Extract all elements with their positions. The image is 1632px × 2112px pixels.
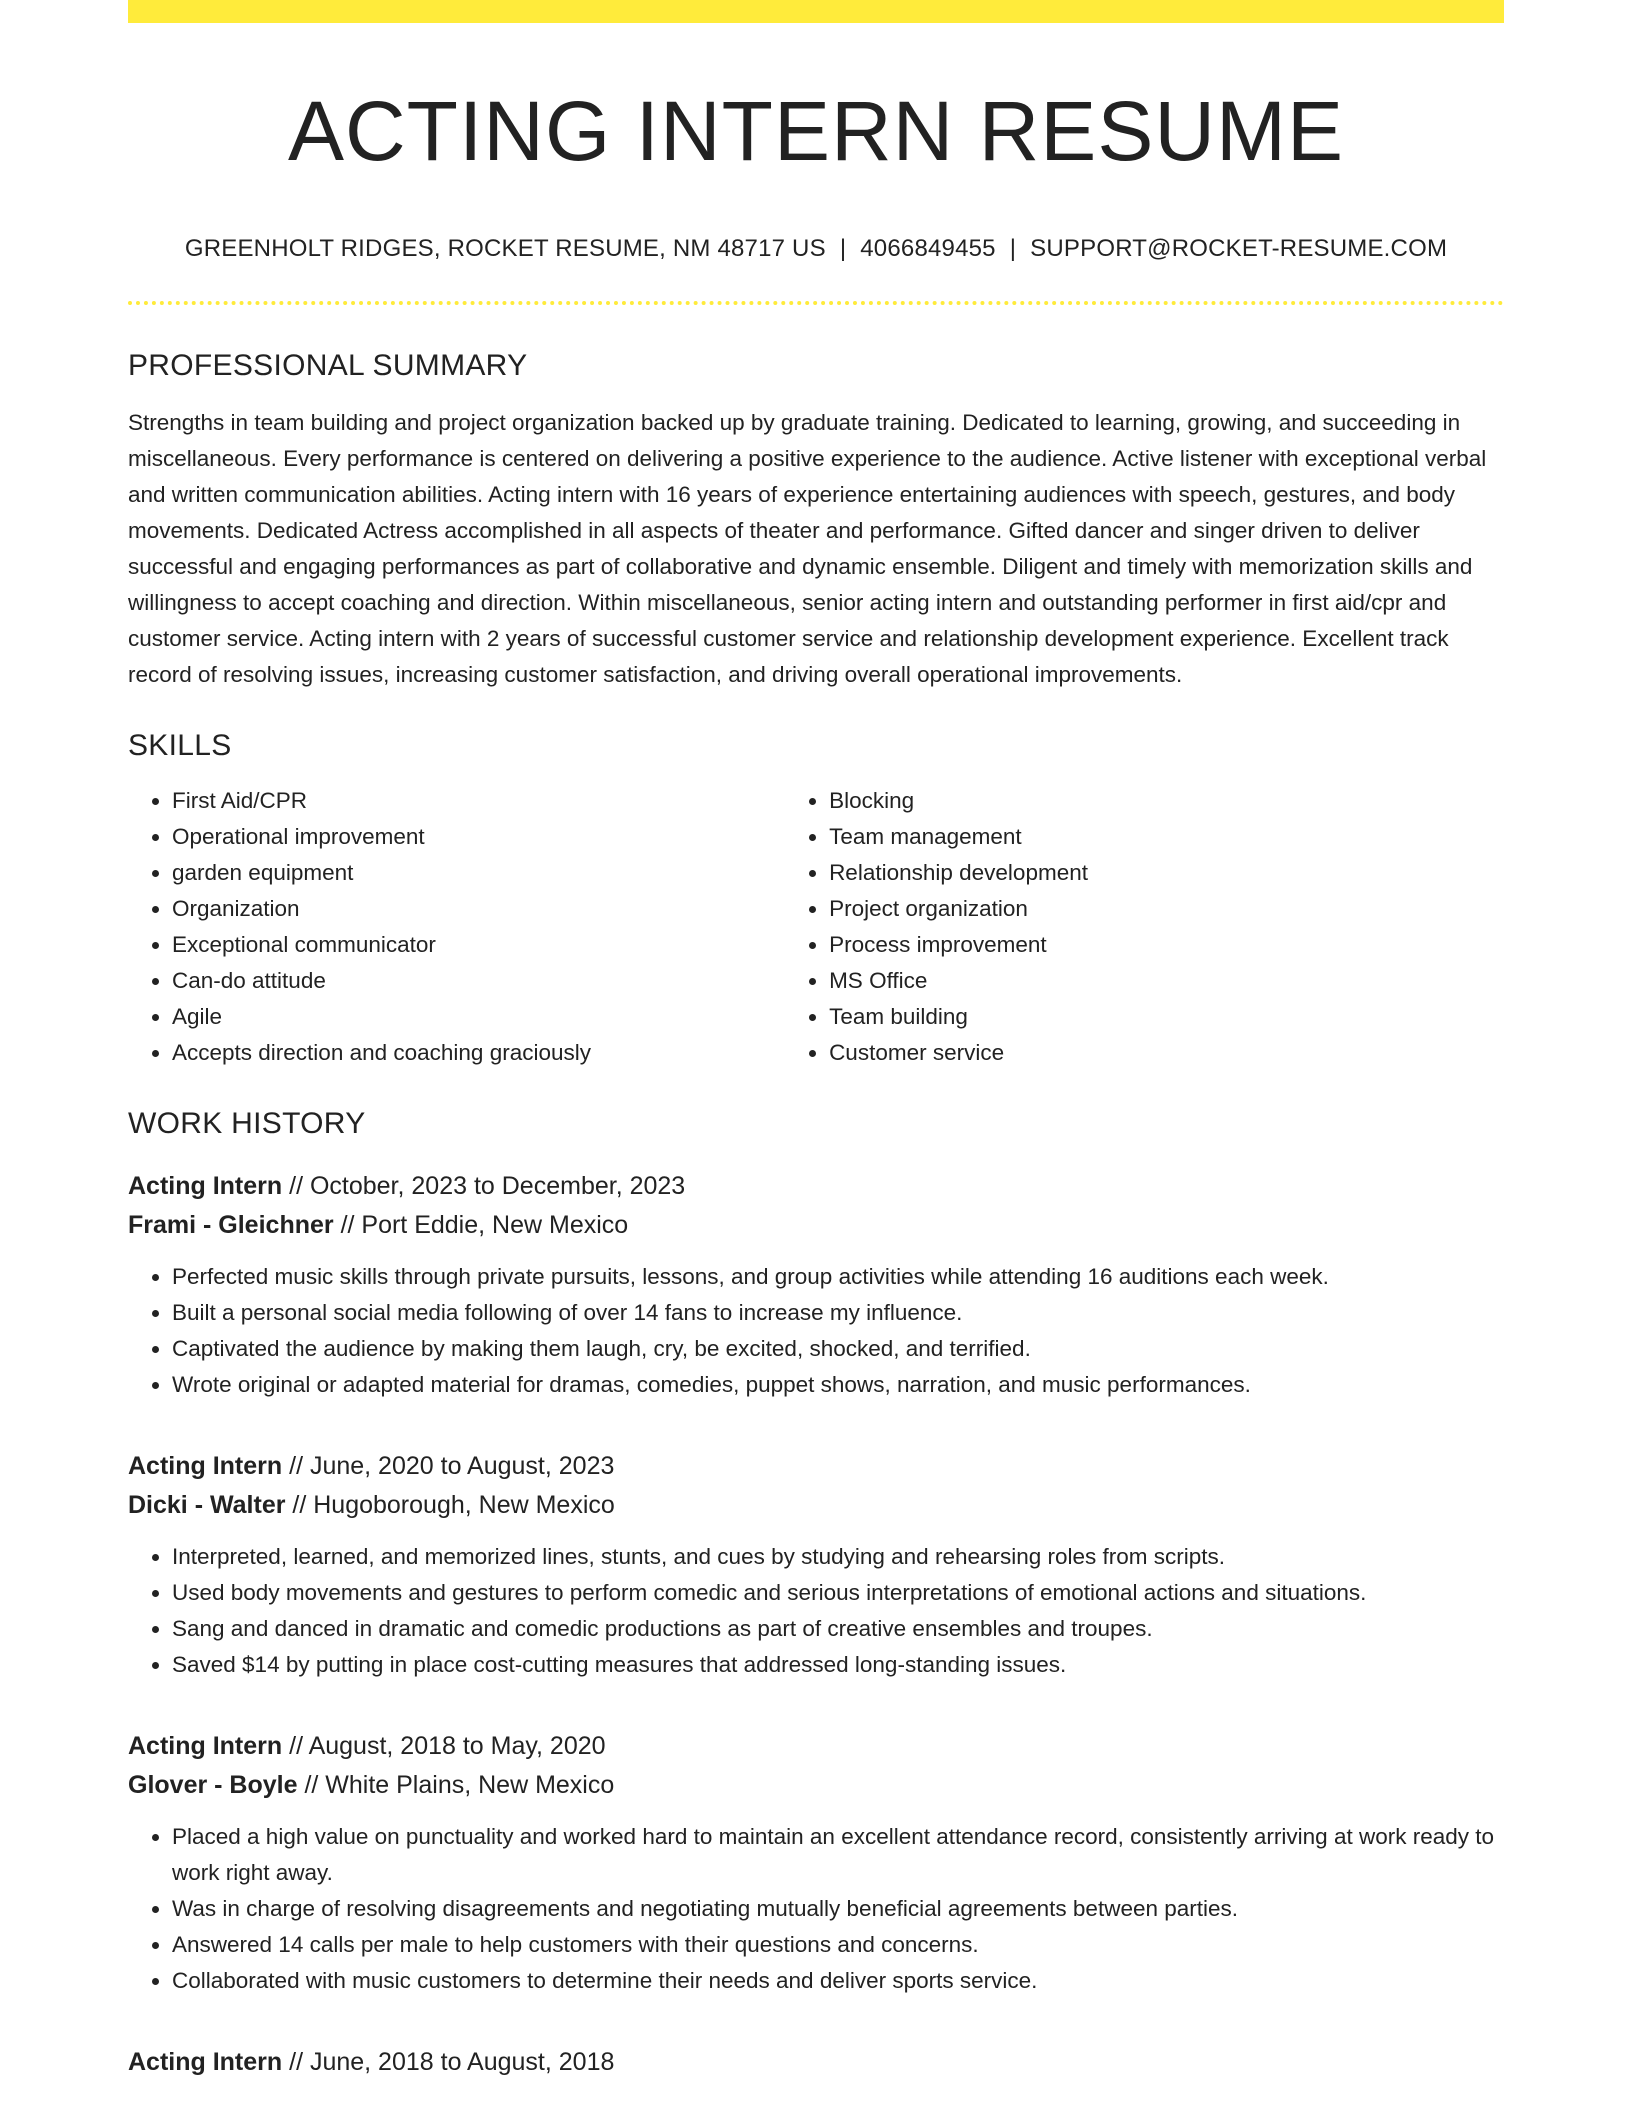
contact-email: SUPPORT@ROCKET-RESUME.COM bbox=[1030, 235, 1448, 263]
job-dates: // August, 2018 to May, 2020 bbox=[282, 1732, 606, 1761]
job-bullet: • Wrote original or adapted material for dramas, comedies, puppet shows, narration, and music performances. bbox=[172, 1367, 1504, 1403]
job-bullet: • Answered 14 calls per male to help customers with their questions and concerns. bbox=[172, 1927, 1504, 1963]
job-bullet: • Captivated the audience by making them laugh, cry, be excited, shocked, and terrified. bbox=[172, 1331, 1504, 1367]
skill-item: • Organization bbox=[172, 891, 785, 927]
skill-item: • Process improvement bbox=[829, 927, 1504, 963]
contact-address: GREENHOLT RIDGES, ROCKET RESUME, NM 48717 US bbox=[184, 235, 826, 263]
job-dates: // June, 2018 to August, 2018 bbox=[282, 2048, 615, 2077]
job-entry bbox=[128, 1727, 1504, 1999]
job-entry bbox=[128, 1167, 1504, 1403]
job-dates: // June, 2020 to August, 2023 bbox=[282, 1452, 615, 1481]
job-title: Acting Intern bbox=[128, 2048, 283, 2077]
job-company: Glover - Boyle bbox=[128, 1771, 298, 1800]
job-bullet: • Collaborated with music customers to determine their needs and deliver sports service. bbox=[172, 1963, 1504, 1999]
summary-heading: PROFESSIONAL SUMMARY bbox=[128, 349, 528, 383]
job-company-line bbox=[128, 1206, 1504, 1245]
contact-separator: | bbox=[1009, 235, 1017, 263]
job-bullet: • Saved $14 by putting in place cost-cutting measures that addressed long-standing issues. bbox=[172, 1647, 1504, 1683]
job-title: Acting Intern bbox=[128, 1452, 283, 1481]
dotted-divider bbox=[128, 301, 1504, 305]
skill-item: • Operational improvement bbox=[172, 819, 785, 855]
job-location: // White Plains, New Mexico bbox=[297, 1771, 615, 1800]
resume-page bbox=[128, 0, 1504, 2082]
skill-item: • Team management bbox=[829, 819, 1504, 855]
skill-item: • Team building bbox=[829, 999, 1504, 1035]
skill-item: • MS Office bbox=[829, 963, 1504, 999]
page-title: ACTING INTERN RESUME bbox=[287, 84, 1345, 178]
job-company-line bbox=[128, 1486, 1504, 1525]
skill-item: • Exceptional communicator bbox=[172, 927, 785, 963]
skills-column-left bbox=[128, 783, 785, 1071]
contact-separator: | bbox=[839, 235, 847, 263]
skill-item: • garden equipment bbox=[172, 855, 785, 891]
job-company: Dicki - Walter bbox=[128, 1491, 286, 1520]
job-bullets bbox=[128, 1539, 1504, 1683]
job-company-line bbox=[128, 1766, 1504, 1805]
skill-item: • Agile bbox=[172, 999, 785, 1035]
job-bullet: • Placed a high value on punctuality and worked hard to maintain an excellent attendance record, consistently arriving at work ready to work right away. bbox=[172, 1819, 1504, 1891]
job-bullet: • Used body movements and gestures to perform comedic and serious interpretations of emotional actions and situations. bbox=[172, 1575, 1504, 1611]
job-title: Acting Intern bbox=[128, 1172, 283, 1201]
job-bullet: • Built a personal social media following of over 14 fans to increase my influence. bbox=[172, 1295, 1504, 1331]
work-history-heading: WORK HISTORY bbox=[128, 1107, 366, 1141]
summary-text: Strengths in team building and project organization backed up by graduate training. Dedicated to learning, growing, and succeeding in miscellaneous. Every performance is centered on delivering a positive experience to the audience. Active listener with exceptional verbal and written communication abilities. Acting intern with 16 years of experience entertaining audiences with speech, gestures, and body movements. Dedicated Actress accomplished in all aspects of theater and performance. Gifted dancer and singer driven to deliver successful and engaging performances as part of collaborative and dynamic ensemble. Diligent and timely with memorization skills and willingness to accept coaching and direction. Within miscellaneous, senior acting intern and outstanding performer in first aid/cpr and customer service. Acting intern with 2 years of successful customer service and relationship development experience. Excellent track record of resolving issues, increasing customer satisfaction, and driving overall operational improvements. bbox=[128, 410, 1487, 688]
job-bullet: • Was in charge of resolving disagreements and negotiating mutually beneficial agreements between parties. bbox=[172, 1891, 1504, 1927]
skill-item: • Project organization bbox=[829, 891, 1504, 927]
skills-list bbox=[128, 783, 1504, 1071]
job-title: Acting Intern bbox=[128, 1732, 283, 1761]
job-bullets bbox=[128, 1819, 1504, 1999]
job-entry bbox=[128, 2043, 1504, 2082]
job-title-line bbox=[128, 2043, 1504, 2082]
job-entry bbox=[128, 1447, 1504, 1683]
contact-line bbox=[128, 235, 1504, 263]
job-bullet: • Interpreted, learned, and memorized lines, stunts, and cues by studying and rehearsing roles from scripts. bbox=[172, 1539, 1504, 1575]
skill-item: • Customer service bbox=[829, 1035, 1504, 1071]
job-title-line bbox=[128, 1727, 1504, 1766]
skill-item: • Can-do attitude bbox=[172, 963, 785, 999]
job-dates: // October, 2023 to December, 2023 bbox=[282, 1172, 686, 1201]
job-bullet: • Sang and danced in dramatic and comedic productions as part of creative ensembles and troupes. bbox=[172, 1611, 1504, 1647]
skills-column-right bbox=[785, 783, 1504, 1071]
job-title-line bbox=[128, 1167, 1504, 1206]
job-location: // Hugoborough, New Mexico bbox=[285, 1491, 615, 1520]
contact-phone: 4066849455 bbox=[860, 235, 996, 263]
job-bullet: • Perfected music skills through private pursuits, lessons, and group activities while attending 16 auditions each week. bbox=[172, 1259, 1504, 1295]
skill-item: • First Aid/CPR bbox=[172, 783, 785, 819]
job-location: // Port Eddie, New Mexico bbox=[333, 1211, 629, 1240]
skill-item: • Relationship development bbox=[829, 855, 1504, 891]
skills-heading: SKILLS bbox=[128, 729, 232, 763]
job-title-line bbox=[128, 1447, 1504, 1486]
accent-bar bbox=[128, 0, 1504, 23]
job-company: Frami - Gleichner bbox=[128, 1211, 334, 1240]
job-bullets bbox=[128, 1259, 1504, 1403]
skill-item: • Accepts direction and coaching graciously bbox=[172, 1035, 785, 1071]
skill-item: • Blocking bbox=[829, 783, 1504, 819]
